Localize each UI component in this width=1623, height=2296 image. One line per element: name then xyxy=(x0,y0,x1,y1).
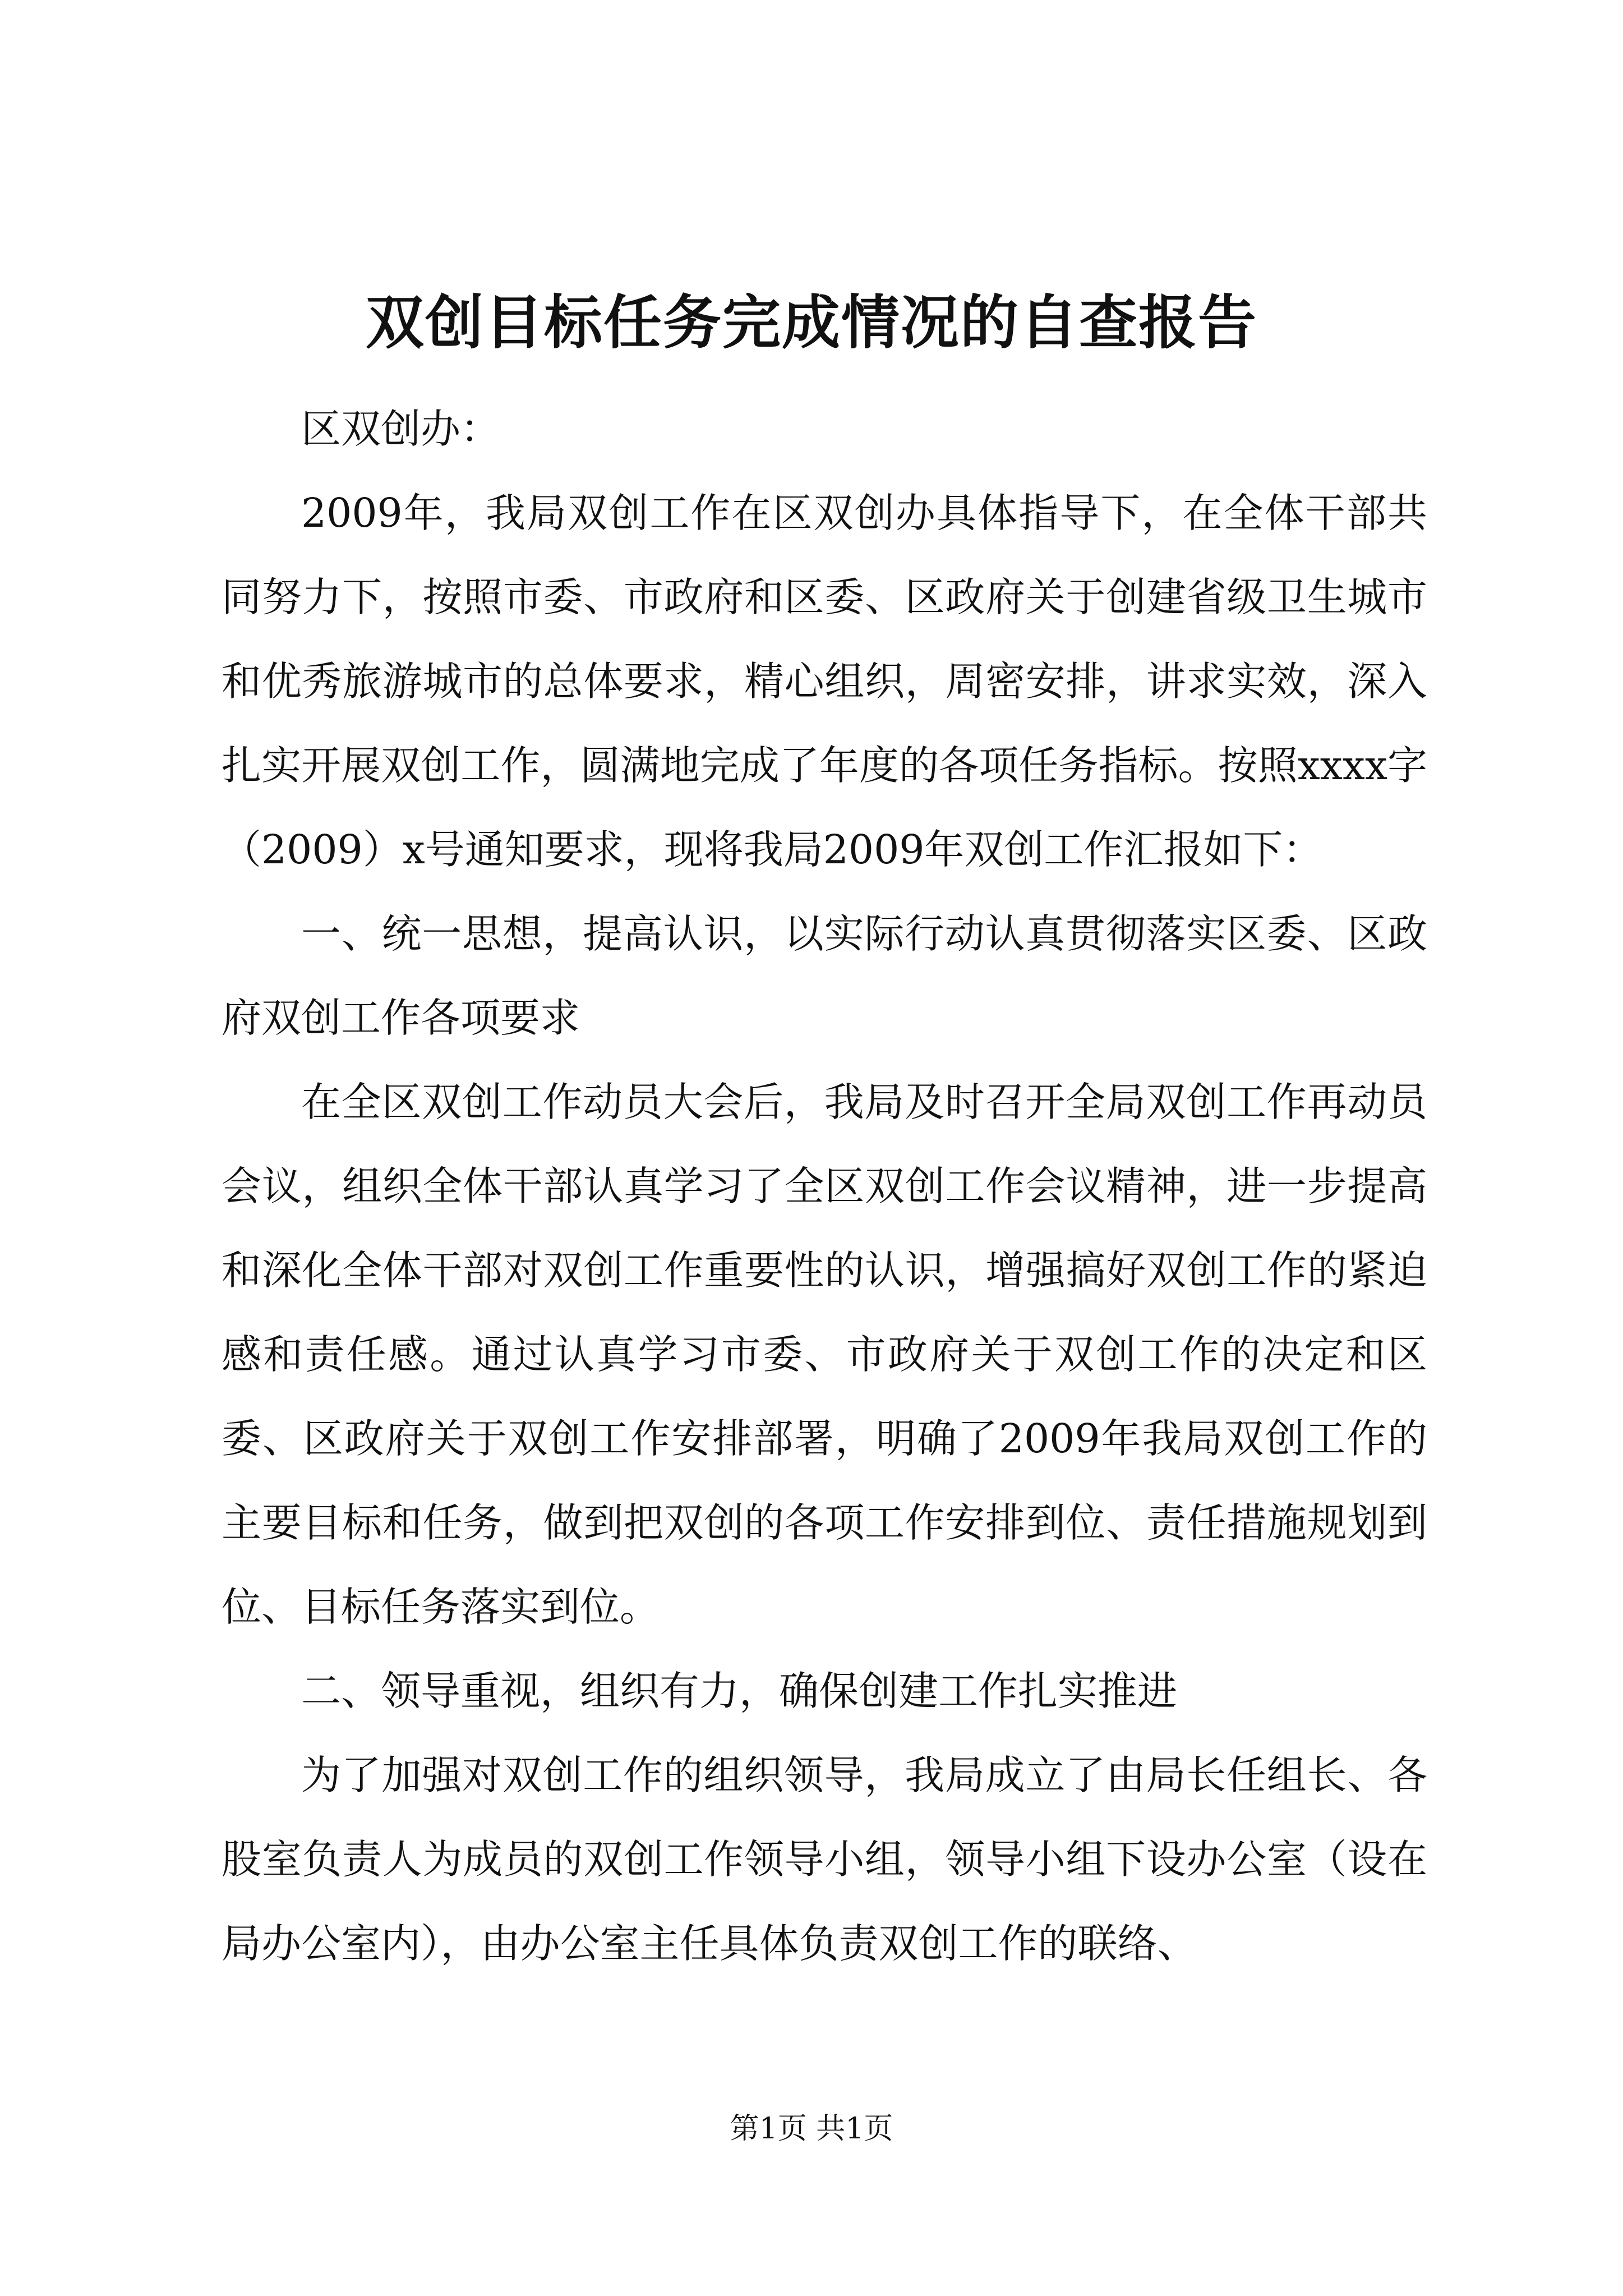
page-footer: 第1页 共1页 xyxy=(730,2112,893,2146)
document-title: 双创目标任务完成情况的自查报告 xyxy=(365,288,1257,357)
paragraph-section-2: 为了加强对双创工作的组织领导，我局成立了由局长任组长、各股室负责人为成员的双创工作领导小组，领导小组下设办公室（设在局办公室内），由办公室主任具体负责双创工作的联络、 xyxy=(222,1752,1427,1967)
paragraph-intro: 2009年，我局双创工作在区双创办具体指导下，在全体干部共同努力下，按照市委、市政府和区委、区政府关于创建省级卫生城市和优秀旅游城市的总体要求，精心组织，周密安排，讲求实效，深入扎实开展双创工作，圆满地完成了年度的各项任务指标。按照xxxx字（2009）x号通知要求，现将我局2009年双创工作汇报如下： xyxy=(222,490,1427,873)
salutation: 区双创办： xyxy=(301,406,501,452)
section-heading-1: 一、统一思想，提高认识，以实际行动认真贯彻落实区委、区政府双创工作各项要求 xyxy=(222,910,1427,1041)
section-heading-2: 二、领导重视，组织有力，确保创建工作扎实推进 xyxy=(301,1668,1178,1714)
document-body xyxy=(222,387,1427,1986)
paragraph-section-1: 在全区双创工作动员大会后，我局及时召开全局双创工作再动员会议，组织全体干部认真学习了全区双创工作会议精神，进一步提高和深化全体干部对双创工作重要性的认识，增强搞好双创工作的紧迫感和责任感。通过认真学习市委、市政府关于双创工作的决定和区委、区政府关于双创工作安排部署，明确了2009年我局双创工作的主要目标和任务，做到把双创的各项工作安排到位、责任措施规划到位、目标任务落实到位。 xyxy=(222,1079,1427,1630)
